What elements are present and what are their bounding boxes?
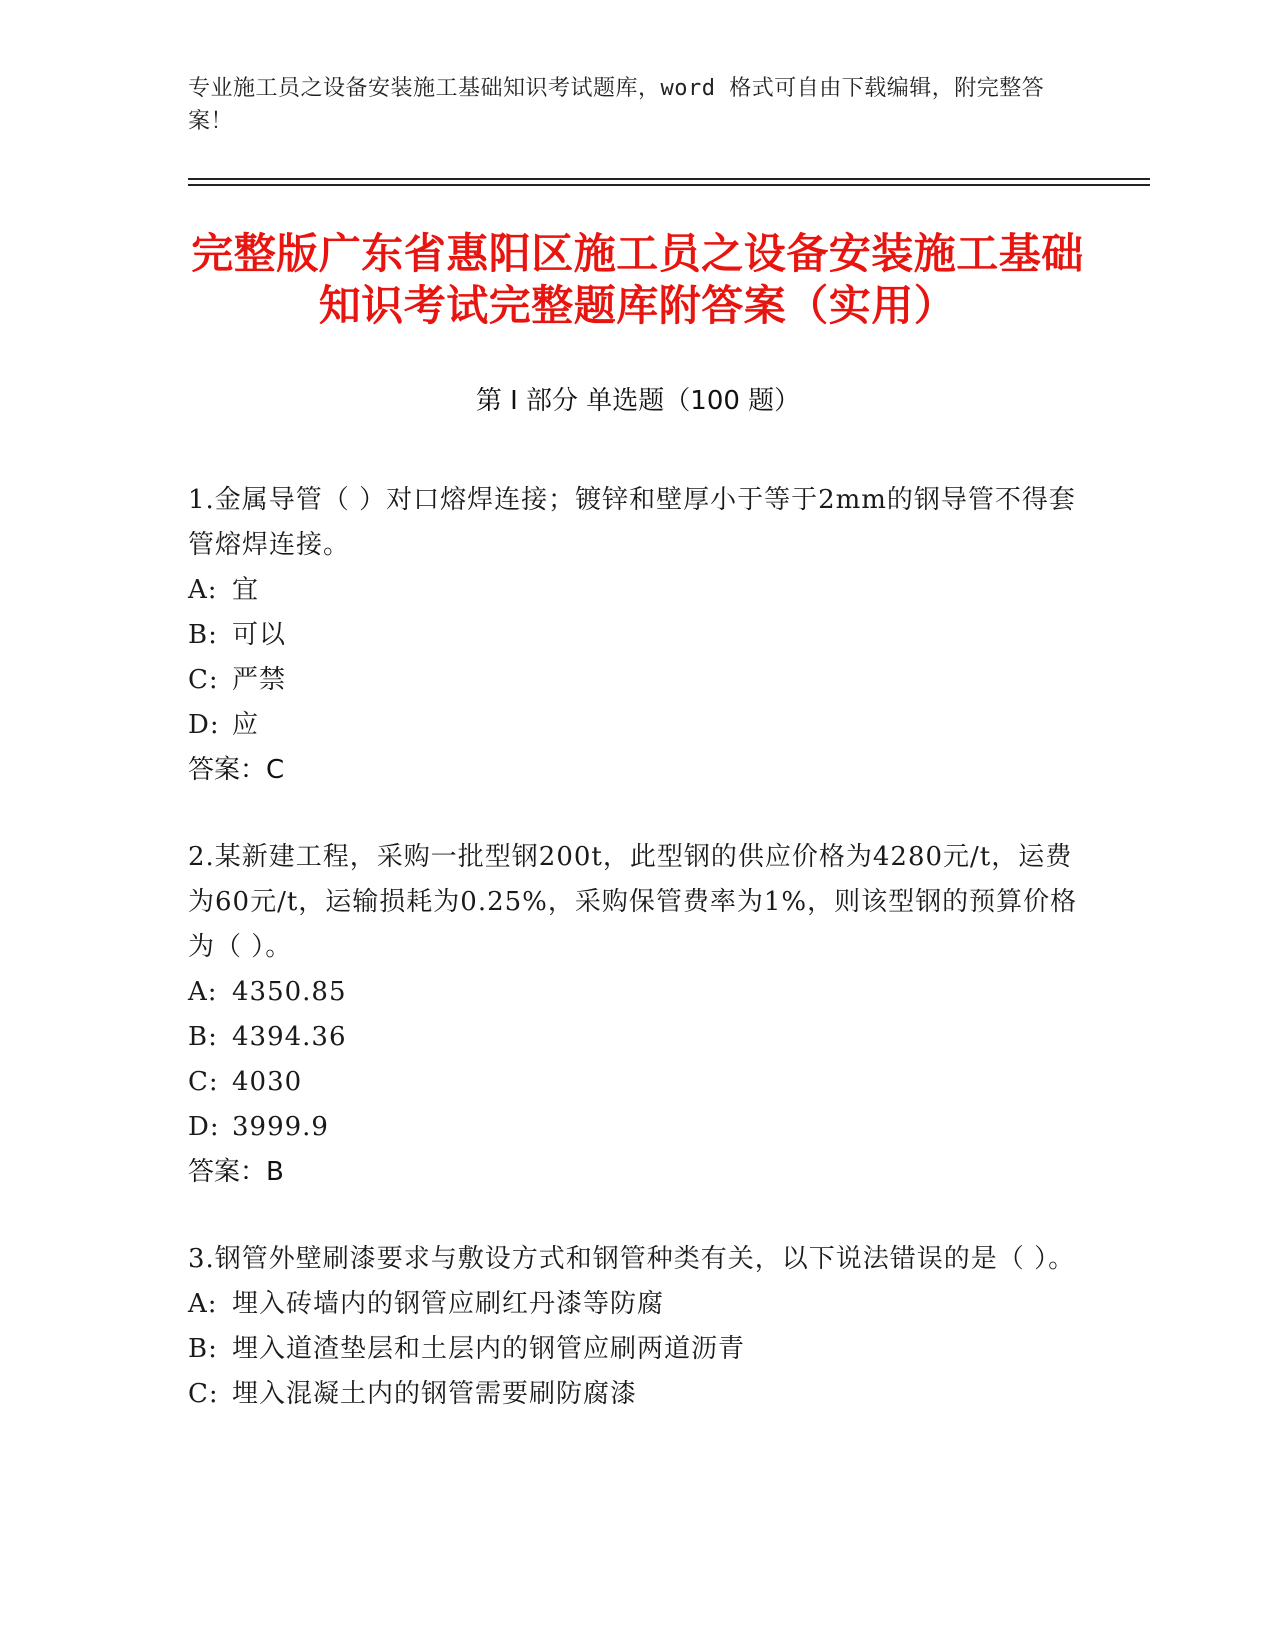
option-a [188,568,1088,613]
option-letter: A: [188,575,218,605]
option-a [188,1282,1088,1327]
document-title: 完整版广东省惠阳区施工员之设备安装施工基础知识考试完整题库附答案（实用） [191,229,1084,330]
option-letter: A: [188,977,218,1007]
question-stem: 1.金属导管（ ）对口熔焊连接；镀锌和壁厚小于等于2mm的钢导管不得套管熔焊连接。 [188,485,1076,560]
option-text: 4350.85 [232,977,347,1007]
option-text: 应 [232,710,260,740]
question-list [188,478,1088,1459]
option-letter: B: [188,1334,218,1364]
question-1 [188,478,1088,793]
option-text: 严禁 [232,665,287,695]
section-title: 第 I 部分 单选题（100 题） [475,386,801,416]
question-stem: 3.钢管外壁刷漆要求与敷设方式和钢管种类有关，以下说法错误的是（ ）。 [188,1244,1076,1274]
option-d [188,1105,1088,1150]
option-text: 宜 [232,575,260,605]
option-text: 3999.9 [232,1112,329,1142]
option-text: 埋入道渣垫层和土层内的钢管应刷两道沥青 [232,1334,746,1364]
option-letter: D: [188,1112,220,1142]
option-letter: B: [188,1022,218,1052]
question-stem: 2.某新建工程，采购一批型钢200t，此型钢的供应价格为4280元/t，运费为60元/t，运输损耗为0.25%，采购保管费率为1%，则该型钢的预算价格为（ ）。 [188,842,1078,962]
answer-line: 答案：B [188,1157,284,1187]
option-text: 可以 [232,620,287,650]
option-a [188,970,1088,1015]
option-letter: D: [188,710,220,740]
answer-line: 答案：C [188,755,285,785]
option-c [188,1372,1088,1417]
option-d [188,703,1088,748]
header-note: 专业施工员之设备安装施工基础知识考试题库，word 格式可自由下载编辑，附完整答案！ [188,76,1045,134]
option-b [188,1015,1088,1060]
option-letter: B: [188,620,218,650]
option-letter: C: [188,1379,219,1409]
option-b [188,613,1088,658]
option-letter: C: [188,1067,219,1097]
header-divider-top [188,178,1150,180]
option-b [188,1327,1088,1372]
option-c [188,1060,1088,1105]
header-divider-bottom [188,184,1150,186]
option-text: 埋入混凝土内的钢管需要刷防腐漆 [232,1379,638,1409]
option-letter: A: [188,1289,218,1319]
option-c [188,658,1088,703]
question-3 [188,1237,1088,1417]
option-text: 埋入砖墙内的钢管应刷红丹漆等防腐 [232,1289,665,1319]
question-2 [188,835,1088,1195]
option-text: 4394.36 [232,1022,347,1052]
option-letter: C: [188,665,219,695]
option-text: 4030 [232,1067,303,1097]
